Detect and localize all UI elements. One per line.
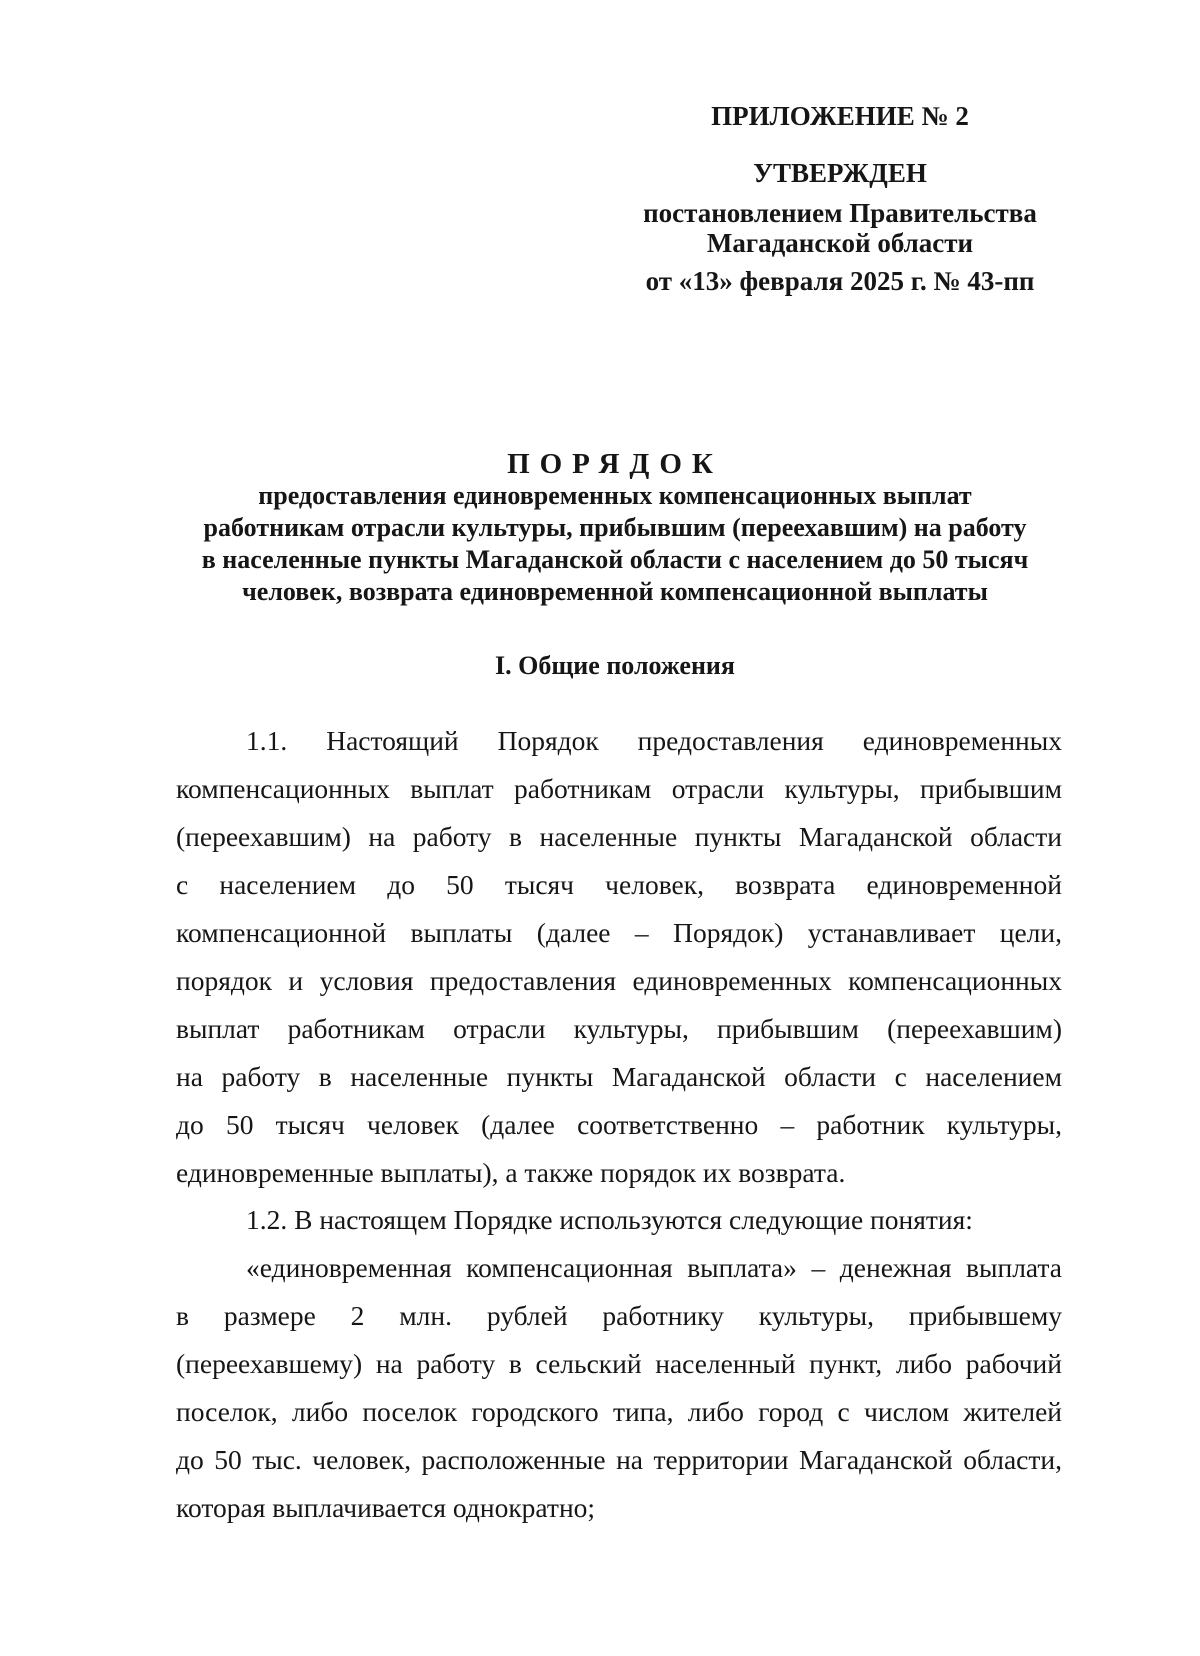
appendix-label: ПРИЛОЖЕНИЕ № 2 bbox=[711, 101, 969, 131]
paragraph-line: поселок, либо поселок городского типа, либо город с числом жителей bbox=[176, 1396, 1062, 1427]
subtitle-line: человек, возврата единовременной компенсационной выплаты bbox=[242, 577, 988, 606]
paragraph-line: на работу в населенные пункты Магаданской области с населением bbox=[176, 1061, 1062, 1092]
subtitle-line: в населенные пункты Магаданской области с населением до 50 тысяч bbox=[201, 545, 1029, 574]
paragraph-line: компенсационной выплаты (далее – Порядок) устанавливает цели, bbox=[176, 917, 1062, 948]
paragraph-line: «единовременная компенсационная выплата» – денежная выплата bbox=[246, 1252, 1062, 1283]
document-subtitle bbox=[170, 480, 1060, 608]
approved-label: УТВЕРЖДЕН bbox=[753, 158, 927, 188]
paragraph-line: 1.1. Настоящий Порядок предоставления единовременных bbox=[246, 725, 1062, 756]
approved-by-line-1: постановлением Правительства bbox=[643, 198, 1037, 228]
paragraph-1-1 bbox=[176, 717, 1062, 1197]
subtitle-line: предоставления единовременных компенсационных выплат bbox=[258, 481, 972, 510]
approved-by-line-2: Магаданской области bbox=[706, 228, 974, 258]
paragraph-line: выплат работникам отрасли культуры, прибывшим (переехавшим) bbox=[176, 1013, 1062, 1044]
paragraph-line: до 50 тысяч человек (далее соответственно – работник культуры, bbox=[176, 1109, 1062, 1140]
section-heading: I. Общие положения bbox=[495, 651, 735, 680]
paragraph-line: порядок и условия предоставления единовременных компенсационных bbox=[176, 965, 1062, 996]
paragraph-line: которая выплачивается однократно; bbox=[176, 1492, 596, 1523]
paragraph-line: до 50 тыс. человек, расположенные на территории Магаданской области, bbox=[176, 1444, 1062, 1475]
paragraph-line: единовременные выплаты), а также порядок их возврата. bbox=[176, 1157, 846, 1188]
subtitle-line: работникам отрасли культуры, прибывшим (переехавшим) на работу bbox=[203, 513, 1027, 542]
approval-date-line: от «13» февраля 2025 г. № 43-пп bbox=[645, 266, 1035, 296]
document-title: ПОРЯДОК bbox=[507, 448, 723, 480]
paragraph-definition bbox=[176, 1244, 1062, 1532]
paragraph-line: (переехавшему) на работу в сельский населенный пункт, либо рабочий bbox=[176, 1348, 1062, 1379]
paragraph-line: в размере 2 млн. рублей работнику культуры, прибывшему bbox=[176, 1300, 1062, 1331]
paragraph-line: компенсационных выплат работникам отрасли культуры, прибывшим bbox=[176, 773, 1062, 804]
paragraph-1-2: 1.2. В настоящем Порядке используются следующие понятия: bbox=[246, 1204, 973, 1235]
paragraph-line: с населением до 50 тысяч человек, возврата единовременной bbox=[176, 869, 1062, 900]
paragraph-line: (переехавшим) на работу в населенные пункты Магаданской области bbox=[176, 821, 1062, 852]
